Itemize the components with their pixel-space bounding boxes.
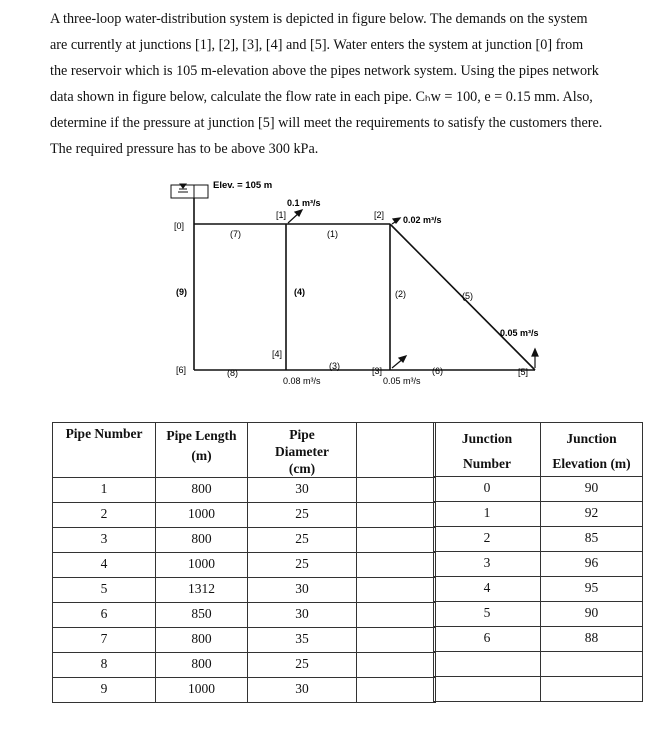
pipe-number-cell: 6 — [53, 603, 156, 628]
empty-cell — [357, 603, 436, 628]
junction-number-cell: 0 — [434, 477, 541, 502]
header-text: Junction — [566, 431, 617, 446]
pipe-length-cell: 850 — [156, 603, 248, 628]
junction-label-2: [2] — [374, 210, 385, 220]
header-text: Elevation (m) — [552, 456, 631, 471]
table-row — [53, 578, 436, 603]
junction-elevation-cell: 96 — [541, 552, 643, 577]
pipe-length-cell: 800 — [156, 528, 248, 553]
demand-label-3: 0.05 m³/s — [383, 376, 421, 386]
demand-label-1: 0.1 m³/s — [287, 198, 321, 208]
empty-cell — [541, 677, 643, 702]
reservoir-elevation-label: Elev. = 105 m — [213, 180, 273, 191]
header-pipe-diameter — [248, 423, 357, 478]
pipe-label-6: (6) — [432, 366, 443, 376]
table-row — [53, 678, 436, 703]
pipe-length-cell: 1000 — [156, 678, 248, 703]
table-row — [53, 628, 436, 653]
header-text: Pipe Length — [166, 428, 237, 443]
pipe-label-8: (8) — [227, 368, 238, 378]
junction-data-table — [433, 422, 643, 702]
junction-label-6: [6] — [176, 365, 187, 375]
pipe-diameter-cell: 25 — [248, 653, 357, 678]
problem-line: the reservoir which is 105 m-elevation above the pipes network system. Using the pipes network — [50, 63, 599, 79]
header-text: (cm) — [288, 461, 316, 476]
empty-cell — [357, 628, 436, 653]
junction-number-cell: 5 — [434, 602, 541, 627]
table-row — [434, 477, 643, 502]
demand-label-4: 0.08 m³/s — [283, 376, 321, 386]
header-junction-elevation — [541, 423, 643, 477]
header-empty — [357, 423, 436, 478]
empty-cell — [434, 677, 541, 702]
pipe-label-7: (7) — [230, 229, 241, 239]
junction-elevation-cell: 90 — [541, 477, 643, 502]
table-row — [434, 527, 643, 552]
junction-number-cell: 3 — [434, 552, 541, 577]
pipe-label-9: (9) — [176, 287, 187, 297]
table-row — [53, 503, 436, 528]
problem-line: The required pressure has to be above 300 kPa. — [50, 141, 319, 157]
pipe-number-cell: 1 — [53, 478, 156, 503]
table-row — [434, 552, 643, 577]
table-row — [53, 603, 436, 628]
empty-cell — [357, 653, 436, 678]
pipe-number-cell: 7 — [53, 628, 156, 653]
pipe-diameter-cell: 25 — [248, 528, 357, 553]
table-row — [434, 502, 643, 527]
empty-cell — [357, 528, 436, 553]
problem-statement — [50, 6, 650, 162]
table-header-row — [53, 423, 436, 478]
header-junction-number — [434, 423, 541, 477]
junction-elevation-cell: 95 — [541, 577, 643, 602]
pipe-number-cell: 3 — [53, 528, 156, 553]
pipe-label-5: (5) — [462, 291, 473, 301]
pipe-length-cell: 800 — [156, 628, 248, 653]
table-row — [434, 627, 643, 652]
demand-label-2: 0.02 m³/s — [403, 215, 442, 225]
header-pipe-number: Pipe Number — [53, 423, 156, 478]
pipe-diameter-cell: 30 — [248, 578, 357, 603]
table-header-row — [434, 423, 643, 477]
empty-cell — [357, 503, 436, 528]
junction-number-cell: 1 — [434, 502, 541, 527]
table-row — [434, 652, 643, 677]
pipe-number-cell: 9 — [53, 678, 156, 703]
pipe-diameter-cell: 30 — [248, 478, 357, 503]
pipe-label-4: (4) — [294, 287, 305, 297]
junction-label-0: [0] — [174, 221, 185, 231]
header-text: Pipe — [289, 427, 315, 442]
junction-label-3: [3] — [372, 366, 383, 376]
junction-number-cell: 6 — [434, 627, 541, 652]
pipe-data-table — [52, 422, 436, 703]
empty-cell — [357, 478, 436, 503]
header-text: (m) — [191, 448, 212, 463]
pipe-network-diagram — [0, 170, 670, 400]
demand-label-5: 0.05 m³/s — [500, 328, 539, 338]
header-text: Junction — [461, 431, 513, 446]
pipe-diameter-cell: 25 — [248, 503, 357, 528]
junction-label-4: [4] — [272, 349, 283, 359]
empty-cell — [357, 553, 436, 578]
table-row — [434, 677, 643, 702]
table-row — [53, 528, 436, 553]
pipe-length-cell: 1000 — [156, 503, 248, 528]
problem-line: A three-loop water-distribution system is depicted in figure below. The demands on the system — [50, 11, 588, 27]
pipe-length-cell: 800 — [156, 478, 248, 503]
empty-cell — [357, 578, 436, 603]
pipe-label-2: (2) — [395, 289, 406, 299]
pipe-diameter-cell: 30 — [248, 678, 357, 703]
table-row — [53, 653, 436, 678]
pipe-label-1: (1) — [327, 229, 338, 239]
table-row — [53, 478, 436, 503]
table-row — [434, 577, 643, 602]
problem-line: are currently at junctions [1], [2], [3], [4] and [5]. Water enters the system at junction [0] from — [50, 37, 584, 53]
junction-elevation-cell: 92 — [541, 502, 643, 527]
problem-line: data shown in figure below, calculate the flow rate in each pipe. Cₕw = 100, e = 0.15 mm. Also, — [50, 89, 593, 105]
pipe-number-cell: 2 — [53, 503, 156, 528]
pipe-diameter-cell: 35 — [248, 628, 357, 653]
empty-cell — [434, 652, 541, 677]
pipe-length-cell: 800 — [156, 653, 248, 678]
pipe-length-cell: 1000 — [156, 553, 248, 578]
header-text: Diameter — [275, 444, 329, 459]
header-text: Number — [463, 456, 511, 471]
pipe-number-cell: 5 — [53, 578, 156, 603]
junction-label-1: [1] — [276, 210, 287, 220]
pipe-label-3: (3) — [329, 361, 340, 371]
empty-cell — [541, 652, 643, 677]
problem-line: determine if the pressure at junction [5] will meet the requirements to satisfy the customers there. — [50, 115, 603, 131]
junction-number-cell: 2 — [434, 527, 541, 552]
junction-elevation-cell: 88 — [541, 627, 643, 652]
pipe-diameter-cell: 25 — [248, 553, 357, 578]
header-pipe-length — [156, 423, 248, 478]
pipe-number-cell: 4 — [53, 553, 156, 578]
junction-elevation-cell: 90 — [541, 602, 643, 627]
pipe-length-cell: 1312 — [156, 578, 248, 603]
junction-label-5: [5] — [518, 367, 529, 377]
table-row — [53, 553, 436, 578]
pipe-number-cell: 8 — [53, 653, 156, 678]
junction-elevation-cell: 85 — [541, 527, 643, 552]
reservoir-icon — [171, 184, 208, 198]
pipe-diameter-cell: 30 — [248, 603, 357, 628]
empty-cell — [357, 678, 436, 703]
table-row — [434, 602, 643, 627]
junction-number-cell: 4 — [434, 577, 541, 602]
